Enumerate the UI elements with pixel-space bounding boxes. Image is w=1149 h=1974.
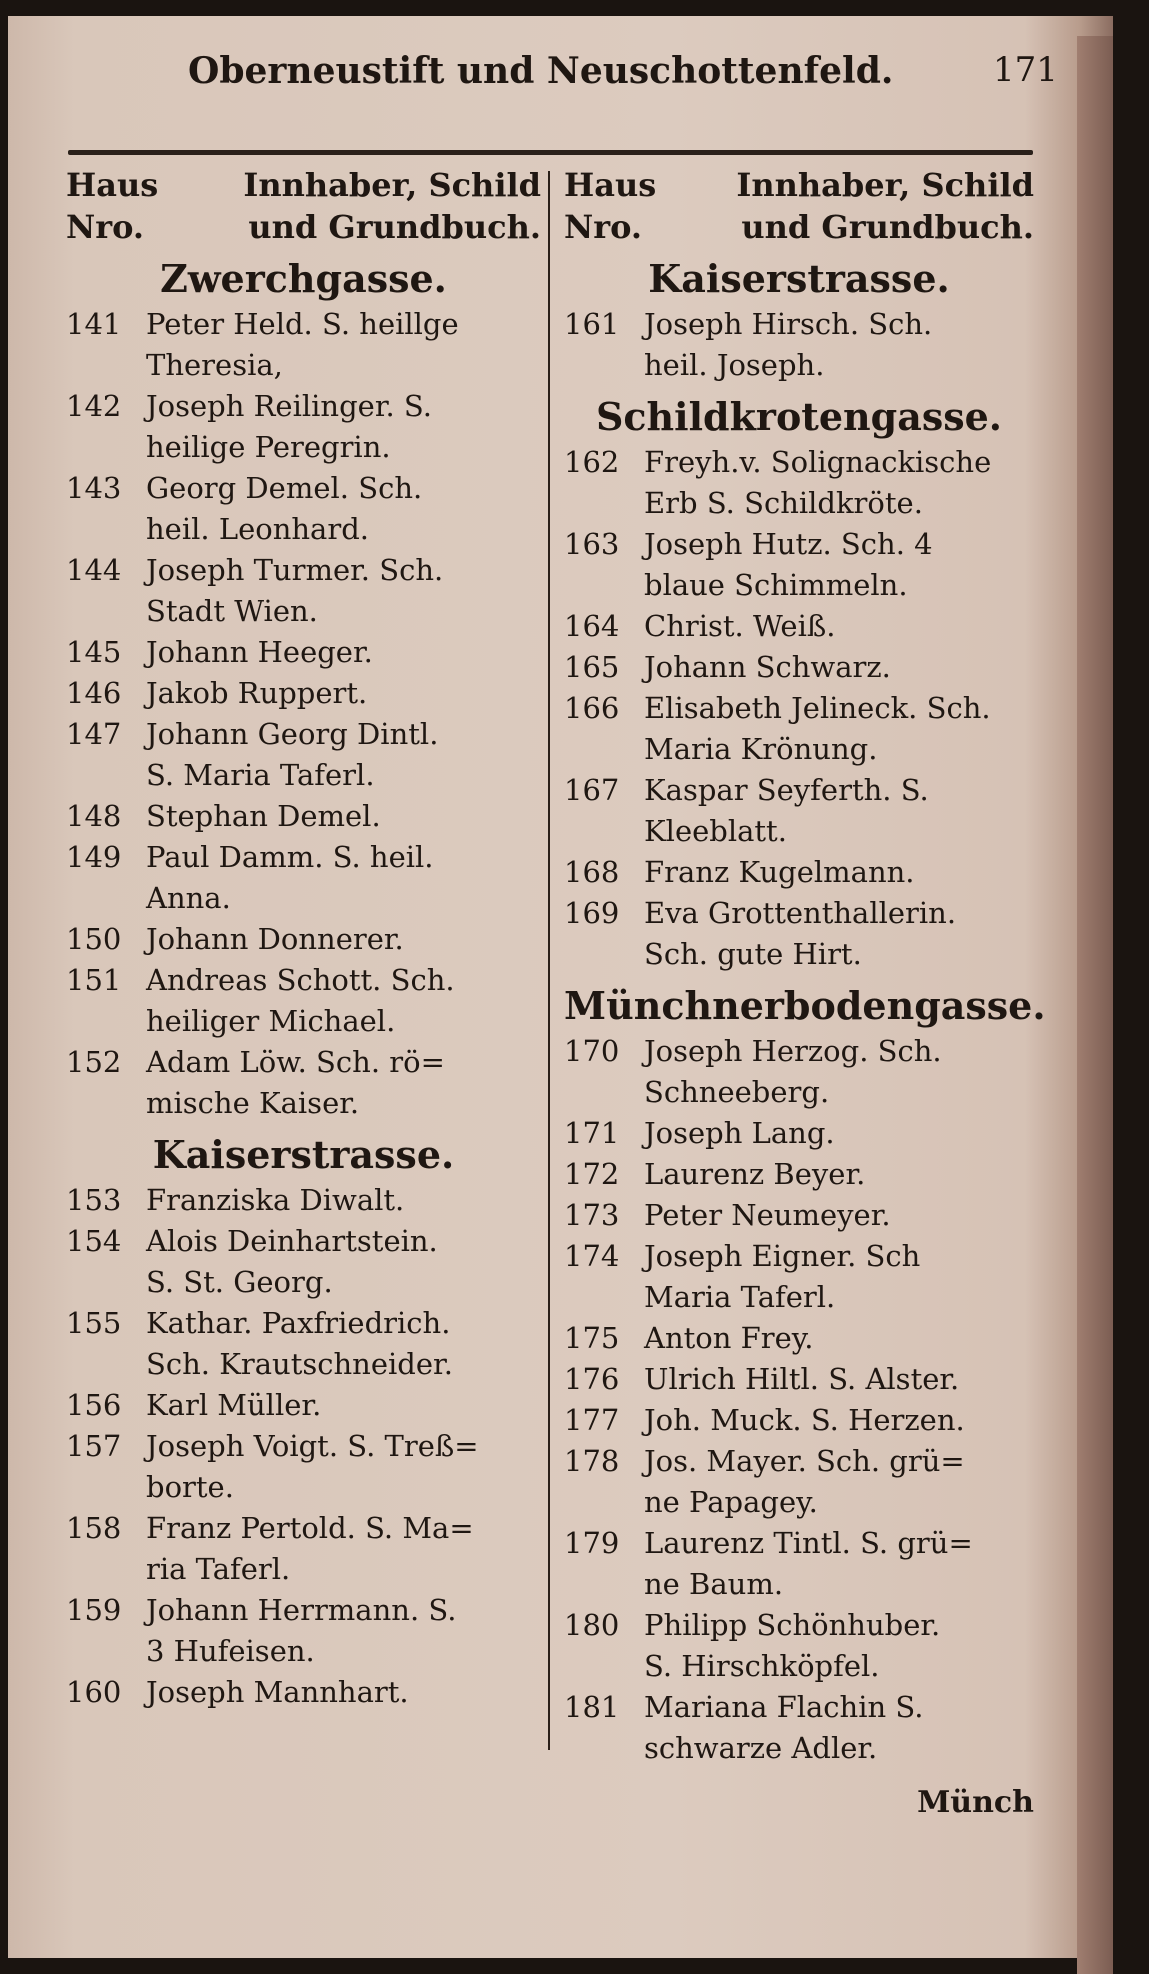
owner-line: heil. Joseph. <box>644 348 825 382</box>
house-entry <box>66 1508 541 1590</box>
header-owner: Innhaber, Schild <box>736 166 1034 204</box>
header-grundbuch: und Grundbuch. <box>248 208 541 246</box>
owner-line: Theresia, <box>146 348 283 382</box>
house-entry <box>66 550 541 632</box>
owner-text <box>146 550 541 632</box>
owner-line: Joseph Voigt. S. Treß= <box>146 1429 479 1463</box>
house-entry <box>66 1385 541 1426</box>
owner-text <box>644 442 1034 524</box>
owner-line: Schneeberg. <box>644 1075 830 1109</box>
owner-text <box>146 1042 541 1124</box>
house-number: 159 <box>66 1593 122 1627</box>
house-entry <box>66 673 541 714</box>
house-number: 177 <box>564 1403 620 1437</box>
owner-line: Laurenz Beyer. <box>644 1157 866 1191</box>
house-entry <box>66 1303 541 1385</box>
owner-text <box>644 1195 1034 1236</box>
owner-text <box>644 688 1034 770</box>
header-rule <box>68 150 1033 155</box>
owner-text <box>644 893 1034 975</box>
house-entry <box>66 837 541 919</box>
house-number: 160 <box>66 1675 122 1709</box>
owner-line: Georg Demel. Sch. <box>146 471 423 505</box>
owner-line: Kaspar Seyferth. S. <box>644 773 929 807</box>
header-owner: Innhaber, Schild <box>243 166 541 204</box>
page-number: 171 <box>993 50 1058 90</box>
house-entry <box>66 468 541 550</box>
owner-text <box>146 796 541 837</box>
owner-line: schwarze Adler. <box>644 1731 878 1765</box>
house-number: 141 <box>66 307 122 341</box>
owner-line: Joseph Lang. <box>644 1116 835 1150</box>
house-entry <box>564 1400 1034 1441</box>
house-number: 181 <box>564 1690 620 1724</box>
owner-line: Franz Pertold. S. Ma= <box>146 1511 474 1545</box>
house-entry <box>564 524 1034 606</box>
owner-line: Sch. gute Hirt. <box>644 937 862 971</box>
owner-line: Karl Müller. <box>146 1388 322 1422</box>
owner-line: Franz Kugelmann. <box>644 855 915 889</box>
house-number: 176 <box>564 1362 620 1396</box>
house-entry <box>66 632 541 673</box>
house-number: 173 <box>564 1198 620 1232</box>
owner-line: ne Papagey. <box>644 1485 818 1519</box>
house-entry <box>66 1221 541 1303</box>
owner-line: Eva Grottenthallerin. <box>644 896 957 930</box>
owner-text <box>644 1441 1034 1523</box>
house-number: 155 <box>66 1306 122 1340</box>
house-number: 157 <box>66 1429 122 1463</box>
owner-text <box>146 1303 541 1385</box>
owner-text <box>644 304 1034 386</box>
house-number: 170 <box>564 1034 620 1068</box>
house-entry <box>66 386 541 468</box>
owner-line: S. St. Georg. <box>146 1265 333 1299</box>
house-number: 166 <box>564 691 620 725</box>
owner-text <box>146 1508 541 1590</box>
owner-line: Philipp Schönhuber. <box>644 1608 941 1642</box>
owner-line: Maria Krönung. <box>644 732 878 766</box>
header-haus: Haus <box>564 166 657 204</box>
house-entry <box>66 714 541 796</box>
house-number: 171 <box>564 1116 620 1150</box>
owner-line: Maria Taferl. <box>644 1280 836 1314</box>
owner-text <box>146 1180 541 1221</box>
owner-text <box>644 1359 1034 1400</box>
owner-line: Johann Georg Dintl. <box>146 717 439 751</box>
owner-line: Joseph Eigner. Sch <box>644 1239 921 1273</box>
owner-line: Joseph Mannhart. <box>146 1675 409 1709</box>
owner-text <box>644 524 1034 606</box>
column-divider <box>548 171 550 1750</box>
owner-line: mische Kaiser. <box>146 1086 360 1120</box>
owner-text <box>146 632 541 673</box>
house-number: 162 <box>564 445 620 479</box>
owner-line: S. Hirschköpfel. <box>644 1649 880 1683</box>
column-header <box>564 164 1034 248</box>
owner-line: Joseph Hutz. Sch. 4 <box>644 527 933 561</box>
owner-line: Erb S. Schildkröte. <box>644 486 923 520</box>
house-entry <box>564 1605 1034 1687</box>
house-number: 152 <box>66 1045 122 1079</box>
owner-line: Sch. Krautschneider. <box>146 1347 453 1381</box>
house-entry <box>66 1672 541 1713</box>
house-entry <box>66 1426 541 1508</box>
house-number: 147 <box>66 717 122 751</box>
owner-text <box>644 1400 1034 1441</box>
owner-line: Johann Schwarz. <box>644 650 891 684</box>
owner-text <box>146 1590 541 1672</box>
street-heading: Zwerchgasse. <box>160 256 447 301</box>
owner-text <box>644 1236 1034 1318</box>
owner-line: Kleeblatt. <box>644 814 787 848</box>
owner-line: Adam Löw. Sch. rö= <box>146 1045 445 1079</box>
owner-text <box>644 852 1034 893</box>
owner-text <box>146 714 541 796</box>
house-number: 168 <box>564 855 620 889</box>
house-entry <box>564 1031 1034 1113</box>
owner-text <box>644 1113 1034 1154</box>
house-entry <box>66 960 541 1042</box>
owner-line: ria Taferl. <box>146 1552 291 1586</box>
house-number: 158 <box>66 1511 122 1545</box>
owner-text <box>644 1523 1034 1605</box>
street-heading: Kaiserstrasse. <box>152 1132 455 1177</box>
owner-line: Johann Donnerer. <box>146 922 404 956</box>
owner-line: Freyh.v. Solignackische <box>644 445 992 479</box>
house-number: 144 <box>66 553 122 587</box>
owner-text <box>146 837 541 919</box>
owner-line: heiliger Michael. <box>146 1004 396 1038</box>
owner-line: Joseph Herzog. Sch. <box>644 1034 942 1068</box>
owner-text <box>146 673 541 714</box>
house-entry <box>66 1590 541 1672</box>
owner-line: Jos. Mayer. Sch. grü= <box>644 1444 965 1478</box>
running-title: Oberneustift und Neuschottenfeld. <box>188 50 894 92</box>
owner-line: Mariana Flachin S. <box>644 1690 924 1724</box>
owner-text <box>146 919 541 960</box>
house-entry <box>66 796 541 837</box>
header-nro: Nro. <box>564 208 643 246</box>
header-haus: Haus <box>66 166 159 204</box>
house-entry <box>564 770 1034 852</box>
house-number: 169 <box>564 896 620 930</box>
owner-line: Franziska Diwalt. <box>146 1183 405 1217</box>
house-number: 164 <box>564 609 620 643</box>
house-number: 167 <box>564 773 620 807</box>
owner-text <box>146 304 541 386</box>
house-entry <box>564 1359 1034 1400</box>
owner-line: Anton Frey. <box>644 1321 814 1355</box>
house-entry <box>564 304 1034 386</box>
house-number: 148 <box>66 799 122 833</box>
owner-text <box>644 1154 1034 1195</box>
owner-line: 3 Hufeisen. <box>146 1634 315 1668</box>
house-number: 178 <box>564 1444 620 1478</box>
house-entry <box>564 852 1034 893</box>
owner-text <box>644 1031 1034 1113</box>
owner-line: Laurenz Tintl. S. grü= <box>644 1526 973 1560</box>
owner-line: Stadt Wien. <box>146 594 318 628</box>
house-entry <box>66 919 541 960</box>
house-number: 153 <box>66 1183 122 1217</box>
owner-line: Jakob Ruppert. <box>146 676 368 710</box>
owner-text <box>644 1687 1034 1769</box>
house-entry <box>564 1195 1034 1236</box>
owner-text <box>146 468 541 550</box>
street-heading: Kaiserstrasse. <box>648 256 950 301</box>
house-number: 149 <box>66 840 122 874</box>
owner-text <box>644 647 1034 688</box>
owner-line: Joh. Muck. S. Herzen. <box>644 1403 965 1437</box>
owner-text <box>644 1318 1034 1359</box>
owner-line: Anna. <box>146 881 231 915</box>
house-number: 165 <box>564 650 620 684</box>
house-number: 175 <box>564 1321 620 1355</box>
owner-line: Peter Neumeyer. <box>644 1198 891 1232</box>
house-entry <box>564 688 1034 770</box>
house-number: 150 <box>66 922 122 956</box>
house-entry <box>564 1154 1034 1195</box>
house-number: 179 <box>564 1526 620 1560</box>
owner-text <box>644 1605 1034 1687</box>
owner-line: borte. <box>146 1470 234 1504</box>
owner-line: Kathar. Paxfriedrich. <box>146 1306 451 1340</box>
owner-line: Andreas Schott. Sch. <box>146 963 455 997</box>
house-number: 180 <box>564 1608 620 1642</box>
house-entry <box>564 1236 1034 1318</box>
house-number: 145 <box>66 635 122 669</box>
header-grundbuch: und Grundbuch. <box>741 208 1034 246</box>
house-entry <box>564 1687 1034 1769</box>
book-page <box>8 16 1113 1958</box>
owner-text <box>146 386 541 468</box>
house-number: 174 <box>564 1239 620 1273</box>
house-entry <box>564 606 1034 647</box>
owner-line: Johann Herrmann. S. <box>146 1593 457 1627</box>
owner-line: Alois Deinhartstein. <box>146 1224 438 1258</box>
owner-text <box>644 770 1034 852</box>
owner-text <box>644 606 1034 647</box>
owner-line: heilige Peregrin. <box>146 430 391 464</box>
owner-line: Ulrich Hiltl. S. Alster. <box>644 1362 960 1396</box>
house-entry <box>564 1113 1034 1154</box>
catchword: Münch <box>917 1785 1034 1820</box>
owner-text <box>146 1385 541 1426</box>
house-number: 161 <box>564 307 620 341</box>
header-nro: Nro. <box>66 208 145 246</box>
house-entry <box>564 1441 1034 1523</box>
house-entry <box>66 1042 541 1124</box>
owner-line: Elisabeth Jelineck. Sch. <box>644 691 991 725</box>
house-number: 151 <box>66 963 122 997</box>
house-entry <box>564 647 1034 688</box>
owner-text <box>146 1221 541 1303</box>
owner-line: Joseph Hirsch. Sch. <box>644 307 933 341</box>
right-column <box>564 164 1046 1823</box>
owner-text <box>146 1672 541 1713</box>
owner-line: Stephan Demel. <box>146 799 381 833</box>
house-entry <box>66 304 541 386</box>
column-header <box>66 164 541 248</box>
house-entry <box>564 893 1034 975</box>
house-entry <box>564 1523 1034 1605</box>
owner-line: Christ. Weiß. <box>644 609 836 643</box>
house-number: 154 <box>66 1224 122 1258</box>
owner-line: Joseph Turmer. Sch. <box>146 553 444 587</box>
street-heading: Schildkrotengasse. <box>595 394 1003 439</box>
street-heading: Münchnerbodengasse. <box>564 983 1046 1028</box>
house-entry <box>564 442 1034 524</box>
owner-line: Peter Held. S. heillge <box>146 307 459 341</box>
owner-line: ne Baum. <box>644 1567 784 1601</box>
house-number: 143 <box>66 471 122 505</box>
house-entry <box>564 1318 1034 1359</box>
owner-line: Joseph Reilinger. S. <box>146 389 432 423</box>
owner-text <box>146 960 541 1042</box>
page-edge <box>1077 36 1113 1974</box>
house-number: 156 <box>66 1388 122 1422</box>
house-number: 172 <box>564 1157 620 1191</box>
owner-line: Paul Damm. S. heil. <box>146 840 434 874</box>
owner-line: blaue Schimmeln. <box>644 568 908 602</box>
house-number: 163 <box>564 527 620 561</box>
owner-line: heil. Leonhard. <box>146 512 369 546</box>
left-column <box>66 164 541 1713</box>
house-entry <box>66 1180 541 1221</box>
owner-line: Johann Heeger. <box>146 635 373 669</box>
house-number: 142 <box>66 389 122 423</box>
owner-text <box>146 1426 541 1508</box>
owner-line: S. Maria Taferl. <box>146 758 375 792</box>
house-number: 146 <box>66 676 122 710</box>
